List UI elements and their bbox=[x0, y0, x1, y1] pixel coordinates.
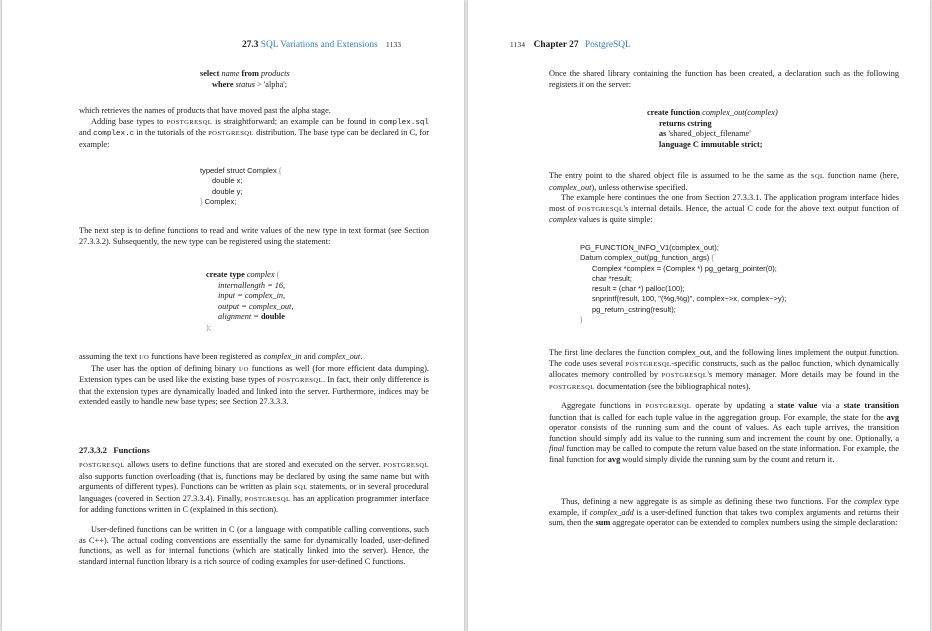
paragraph: The next step is to define functions to read and write values of the new type in text format (see Section 27.3.3.2). Subsequently, the new type can be registered using the statement: bbox=[79, 226, 429, 246]
running-header bbox=[510, 40, 631, 50]
paragraph: The first line declares the function complex_out, and the following lines implement the output function. The code uses several POSTGRESQL-specific constructs, such as the palloc function, which dynamically allocates memory controlled by POSTGRESQL's memory manager. More details may be found in the POSTGRESQL documentation (see the bibliographical notes). bbox=[549, 348, 900, 391]
header-section-title: SQL Variations and Extensions bbox=[260, 40, 378, 50]
paragraph: Thus, defining a new aggregate is as simple as defining these two functions. For the complex type example, if complex_add is a user-defined function that takes two complex arguments and returns their sum, then the sum aggregate operator can be extended to complex numbers using the simple declaration: bbox=[549, 497, 900, 528]
right-page bbox=[468, 0, 930, 631]
paragraph: POSTGRESQL allows users to define functions that are stored and executed on the server. POSTGRESQL also supports function overloading (that is, functions may be declared by using the same name but with arguments of different types). Functions can be written as plain SQL statements, or in several procedural languages (covered in Section 27.3.3.4). Finally, POSTGRESQL has an application programmer interface for adding functions written in C (explained in this section). bbox=[79, 460, 429, 515]
struct-code: typedef struct Complex { double x; double y; } Complex; bbox=[200, 166, 282, 206]
page-number: 1134 bbox=[510, 41, 526, 49]
header-section-number: 27.3 bbox=[242, 40, 259, 50]
header-chapter: Chapter 27 bbox=[533, 40, 579, 50]
paragraph: which retrieves the names of products that have moved past the alpha stage. Adding base types to POSTGRESQL is straightforward; an example can be found in complex.sql and complex.c in the tutorials of the POSTGRESQL distribution. The base type can be declared in C, for example: bbox=[79, 106, 429, 149]
paragraph: assuming the text I/O functions have been registered as complex_in and complex_out. The user has the option of defining binary I/O functions as well (for more efficient data dumping). Extension types can be used like the existing base types of POSTGRESQL. In fact, their only difference is that the extension types are dynamically loaded and linked into the server. Furthermore, indices may be extended easily to handle new base types; see Section 27.3.3.3. bbox=[79, 352, 429, 407]
paragraph: User-defined functions can be written in C (or a language with compatible calling conventions, such as C++). The actual coding conventions are essentially the same for dynamically loaded, user-defined functions, as well as for internal functions (which are statically linked into the server). Hence, the standard internal function library is a rich source of coding examples for user-defined C functions. bbox=[79, 525, 429, 566]
create-type-statement: create type complex ( internallength = 16, input = complex_in, output = complex_out, alignment = double ); bbox=[206, 270, 294, 332]
left-page bbox=[2, 0, 464, 631]
page-number: 1133 bbox=[386, 41, 402, 49]
paragraph: Aggregate functions in POSTGRESQL operate by updating a state value via a state transition function that is called for each tuple value in the aggregation group. For example, the state for the avg operator consists of the running sum and the count of values. As each tuple arrives, the transition function should simply add its value to the running sum and increment the count by one. Optionally, a final function may be called to compute the return value based on the state information. For example, the final function for avg would simply divide the running sum by the count and return it. bbox=[549, 401, 900, 464]
c-code-block: PG_FUNCTION_INFO_V1(complex_out); Datum complex_out(pg_function_args) { Complex *complex = (Complex *) pg_getarg_pointer(0); char *result; result = (char *) palloc(100); snprintf(result, 100, "(%g,%g)", complex−>x, complex−>y); pg_return_cstring(result); } bbox=[580, 243, 787, 325]
running-header bbox=[242, 40, 401, 50]
select-query: select name from products where status > 'alpha'; bbox=[200, 69, 290, 89]
section-heading: 27.3.3.2 Functions bbox=[79, 445, 150, 455]
paragraph: The entry point to the shared object file is assumed to be the same as the SQL function name (here, complex_out), unless otherwise specified. The example here continues the one from Section 27.3.3.1. The application program interface hides most of POSTGRESQL's internal details. Hence, the actual C code for the above text output function of complex values is quite simple: bbox=[549, 171, 900, 225]
header-chapter-title: PostgreSQL bbox=[584, 40, 631, 50]
create-function-statement: create function complex_out(complex) returns cstring as 'shared_object_filename' language C immutable strict; bbox=[647, 108, 778, 149]
paragraph: Once the shared library containing the function has been created, a declaration such as the following registers it on the server: bbox=[549, 69, 899, 89]
